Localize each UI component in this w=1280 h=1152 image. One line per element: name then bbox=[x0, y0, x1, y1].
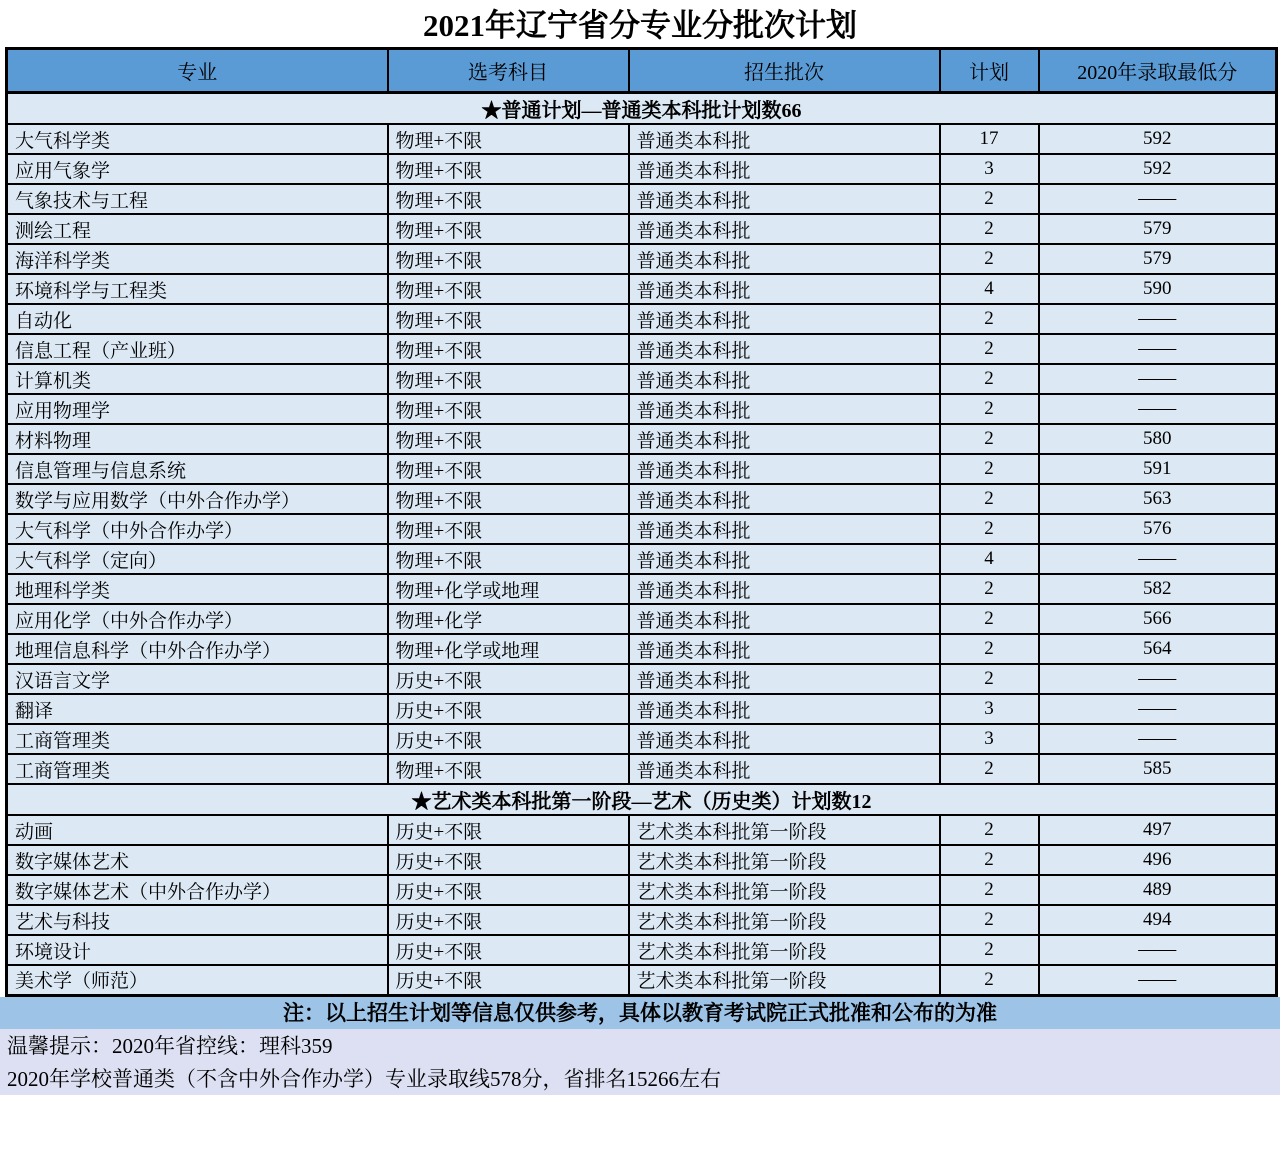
cell-subjects: 物理+不限 bbox=[388, 154, 629, 184]
cell-subjects: 物理+化学 bbox=[388, 604, 629, 634]
header-row bbox=[7, 49, 1277, 93]
cell-min-score: 579 bbox=[1039, 214, 1277, 244]
cell-subjects: 历史+不限 bbox=[388, 965, 629, 995]
cell-subjects: 物理+不限 bbox=[388, 184, 629, 214]
admission-plan-table bbox=[5, 47, 1278, 997]
tip-line: 2020年学校普通类（不含中外合作办学）专业录取线578分，省排名15266左右 bbox=[7, 1066, 721, 1091]
cell-min-score: 576 bbox=[1039, 514, 1277, 544]
cell-plan: 2 bbox=[940, 754, 1039, 784]
table-row bbox=[7, 154, 1277, 184]
page-title: 2021年辽宁省分专业分批次计划 bbox=[423, 8, 857, 43]
cell-major: 信息管理与信息系统 bbox=[7, 454, 388, 484]
cell-batch: 普通类本科批 bbox=[629, 424, 940, 454]
table-body bbox=[7, 93, 1277, 996]
cell-min-score: —— bbox=[1039, 965, 1277, 995]
cell-batch: 普通类本科批 bbox=[629, 154, 940, 184]
cell-min-score: 564 bbox=[1039, 634, 1277, 664]
cell-min-score: —— bbox=[1039, 724, 1277, 754]
cell-min-score: 592 bbox=[1039, 154, 1277, 184]
cell-plan: 2 bbox=[940, 244, 1039, 274]
table-row bbox=[7, 184, 1277, 214]
table-row bbox=[7, 544, 1277, 574]
cell-subjects: 历史+不限 bbox=[388, 935, 629, 965]
tip-line: 温馨提示：2020年省控线：理科359 bbox=[7, 1033, 333, 1058]
cell-major: 环境科学与工程类 bbox=[7, 274, 388, 304]
cell-plan: 2 bbox=[940, 574, 1039, 604]
table-row bbox=[7, 424, 1277, 454]
cell-plan: 2 bbox=[940, 454, 1039, 484]
table-row bbox=[7, 935, 1277, 965]
cell-subjects: 物理+不限 bbox=[388, 304, 629, 334]
cell-min-score: 590 bbox=[1039, 274, 1277, 304]
cell-plan: 2 bbox=[940, 664, 1039, 694]
cell-subjects: 历史+不限 bbox=[388, 815, 629, 845]
table-row bbox=[7, 965, 1277, 995]
cell-subjects: 物理+化学或地理 bbox=[388, 634, 629, 664]
table-row bbox=[7, 514, 1277, 544]
table-row bbox=[7, 274, 1277, 304]
section-header: ★艺术类本科批第一阶段—艺术（历史类）计划数12 bbox=[7, 784, 1277, 815]
cell-min-score: 591 bbox=[1039, 454, 1277, 484]
cell-major: 工商管理类 bbox=[7, 724, 388, 754]
cell-batch: 普通类本科批 bbox=[629, 574, 940, 604]
cell-batch: 艺术类本科批第一阶段 bbox=[629, 965, 940, 995]
cell-major: 信息工程（产业班） bbox=[7, 334, 388, 364]
cell-major: 地理信息科学（中外合作办学） bbox=[7, 634, 388, 664]
table-row bbox=[7, 214, 1277, 244]
column-header-min-score: 2020年录取最低分 bbox=[1039, 49, 1277, 93]
cell-plan: 2 bbox=[940, 304, 1039, 334]
cell-subjects: 物理+不限 bbox=[388, 244, 629, 274]
cell-subjects: 历史+不限 bbox=[388, 724, 629, 754]
column-header-major: 专业 bbox=[7, 49, 388, 93]
table-row bbox=[7, 484, 1277, 514]
cell-plan: 2 bbox=[940, 604, 1039, 634]
cell-min-score: 494 bbox=[1039, 905, 1277, 935]
cell-plan: 2 bbox=[940, 815, 1039, 845]
cell-batch: 艺术类本科批第一阶段 bbox=[629, 905, 940, 935]
cell-plan: 2 bbox=[940, 484, 1039, 514]
cell-batch: 普通类本科批 bbox=[629, 244, 940, 274]
cell-batch: 普通类本科批 bbox=[629, 724, 940, 754]
cell-min-score: —— bbox=[1039, 334, 1277, 364]
cell-plan: 2 bbox=[940, 334, 1039, 364]
cell-plan: 2 bbox=[940, 364, 1039, 394]
cell-subjects: 物理+不限 bbox=[388, 124, 629, 154]
cell-batch: 普通类本科批 bbox=[629, 274, 940, 304]
table-row bbox=[7, 604, 1277, 634]
table-row bbox=[7, 334, 1277, 364]
cell-plan: 2 bbox=[940, 514, 1039, 544]
cell-major: 艺术与科技 bbox=[7, 905, 388, 935]
cell-subjects: 历史+不限 bbox=[388, 694, 629, 724]
cell-min-score: 580 bbox=[1039, 424, 1277, 454]
cell-subjects: 物理+不限 bbox=[388, 394, 629, 424]
column-header-subjects: 选考科目 bbox=[388, 49, 629, 93]
table-row bbox=[7, 244, 1277, 274]
cell-min-score: 496 bbox=[1039, 845, 1277, 875]
column-header-plan: 计划 bbox=[940, 49, 1039, 93]
cell-subjects: 历史+不限 bbox=[388, 845, 629, 875]
cell-plan: 2 bbox=[940, 424, 1039, 454]
cell-plan: 2 bbox=[940, 845, 1039, 875]
cell-subjects: 物理+化学或地理 bbox=[388, 574, 629, 604]
cell-batch: 普通类本科批 bbox=[629, 664, 940, 694]
cell-major: 美术学（师范） bbox=[7, 965, 388, 995]
cell-min-score: —— bbox=[1039, 935, 1277, 965]
cell-subjects: 物理+不限 bbox=[388, 424, 629, 454]
cell-major: 测绘工程 bbox=[7, 214, 388, 244]
table-row bbox=[7, 454, 1277, 484]
cell-major: 应用物理学 bbox=[7, 394, 388, 424]
cell-min-score: —— bbox=[1039, 394, 1277, 424]
cell-subjects: 物理+不限 bbox=[388, 484, 629, 514]
cell-plan: 3 bbox=[940, 724, 1039, 754]
table-row bbox=[7, 364, 1277, 394]
note-bar: 注：以上招生计划等信息仅供参考，具体以教育考试院正式批准和公布的为准 bbox=[0, 997, 1280, 1029]
cell-plan: 2 bbox=[940, 905, 1039, 935]
table-row bbox=[7, 304, 1277, 334]
cell-plan: 4 bbox=[940, 544, 1039, 574]
table-row bbox=[7, 634, 1277, 664]
cell-subjects: 物理+不限 bbox=[388, 214, 629, 244]
cell-batch: 艺术类本科批第一阶段 bbox=[629, 935, 940, 965]
cell-major: 地理科学类 bbox=[7, 574, 388, 604]
table-row bbox=[7, 664, 1277, 694]
cell-batch: 艺术类本科批第一阶段 bbox=[629, 845, 940, 875]
cell-batch: 普通类本科批 bbox=[629, 214, 940, 244]
table-row bbox=[7, 845, 1277, 875]
cell-min-score: 489 bbox=[1039, 875, 1277, 905]
cell-major: 计算机类 bbox=[7, 364, 388, 394]
column-header-batch: 招生批次 bbox=[629, 49, 940, 93]
cell-batch: 普通类本科批 bbox=[629, 604, 940, 634]
section-header: ★普通计划—普通类本科批计划数66 bbox=[7, 93, 1277, 125]
section-header-row bbox=[7, 784, 1277, 815]
cell-batch: 普通类本科批 bbox=[629, 334, 940, 364]
table-row bbox=[7, 124, 1277, 154]
cell-min-score: 585 bbox=[1039, 754, 1277, 784]
cell-plan: 4 bbox=[940, 274, 1039, 304]
cell-batch: 艺术类本科批第一阶段 bbox=[629, 815, 940, 845]
cell-major: 翻译 bbox=[7, 694, 388, 724]
cell-major: 工商管理类 bbox=[7, 754, 388, 784]
cell-plan: 2 bbox=[940, 875, 1039, 905]
cell-plan: 3 bbox=[940, 694, 1039, 724]
cell-batch: 普通类本科批 bbox=[629, 184, 940, 214]
cell-subjects: 历史+不限 bbox=[388, 664, 629, 694]
cell-batch: 艺术类本科批第一阶段 bbox=[629, 875, 940, 905]
cell-min-score: —— bbox=[1039, 184, 1277, 214]
cell-batch: 普通类本科批 bbox=[629, 514, 940, 544]
cell-major: 气象技术与工程 bbox=[7, 184, 388, 214]
table-row bbox=[7, 754, 1277, 784]
tips-block bbox=[0, 1029, 1280, 1095]
cell-subjects: 物理+不限 bbox=[388, 544, 629, 574]
cell-plan: 17 bbox=[940, 124, 1039, 154]
cell-min-score: —— bbox=[1039, 304, 1277, 334]
table-row bbox=[7, 905, 1277, 935]
cell-batch: 普通类本科批 bbox=[629, 694, 940, 724]
section-header-row bbox=[7, 93, 1277, 125]
cell-min-score: 497 bbox=[1039, 815, 1277, 845]
cell-plan: 2 bbox=[940, 634, 1039, 664]
cell-batch: 普通类本科批 bbox=[629, 484, 940, 514]
cell-batch: 普通类本科批 bbox=[629, 364, 940, 394]
cell-plan: 2 bbox=[940, 394, 1039, 424]
cell-batch: 普通类本科批 bbox=[629, 544, 940, 574]
cell-subjects: 历史+不限 bbox=[388, 875, 629, 905]
cell-plan: 2 bbox=[940, 965, 1039, 995]
table-row bbox=[7, 694, 1277, 724]
cell-subjects: 物理+不限 bbox=[388, 274, 629, 304]
cell-major: 材料物理 bbox=[7, 424, 388, 454]
cell-major: 环境设计 bbox=[7, 935, 388, 965]
cell-major: 海洋科学类 bbox=[7, 244, 388, 274]
cell-major: 自动化 bbox=[7, 304, 388, 334]
cell-subjects: 物理+不限 bbox=[388, 754, 629, 784]
cell-batch: 普通类本科批 bbox=[629, 394, 940, 424]
cell-subjects: 历史+不限 bbox=[388, 905, 629, 935]
cell-batch: 普通类本科批 bbox=[629, 304, 940, 334]
cell-batch: 普通类本科批 bbox=[629, 634, 940, 664]
cell-min-score: 579 bbox=[1039, 244, 1277, 274]
cell-major: 大气科学类 bbox=[7, 124, 388, 154]
table-row bbox=[7, 574, 1277, 604]
cell-major: 汉语言文学 bbox=[7, 664, 388, 694]
cell-plan: 3 bbox=[940, 154, 1039, 184]
cell-major: 大气科学（定向） bbox=[7, 544, 388, 574]
cell-batch: 普通类本科批 bbox=[629, 124, 940, 154]
cell-major: 应用气象学 bbox=[7, 154, 388, 184]
cell-min-score: 563 bbox=[1039, 484, 1277, 514]
cell-plan: 2 bbox=[940, 935, 1039, 965]
cell-plan: 2 bbox=[940, 184, 1039, 214]
cell-min-score: —— bbox=[1039, 364, 1277, 394]
cell-major: 数学与应用数学（中外合作办学） bbox=[7, 484, 388, 514]
cell-batch: 普通类本科批 bbox=[629, 454, 940, 484]
cell-min-score: 566 bbox=[1039, 604, 1277, 634]
cell-major: 动画 bbox=[7, 815, 388, 845]
cell-subjects: 物理+不限 bbox=[388, 514, 629, 544]
cell-min-score: —— bbox=[1039, 664, 1277, 694]
cell-min-score: 592 bbox=[1039, 124, 1277, 154]
cell-batch: 普通类本科批 bbox=[629, 754, 940, 784]
cell-subjects: 物理+不限 bbox=[388, 364, 629, 394]
cell-plan: 2 bbox=[940, 214, 1039, 244]
cell-major: 数字媒体艺术（中外合作办学） bbox=[7, 875, 388, 905]
table-row bbox=[7, 875, 1277, 905]
cell-min-score: —— bbox=[1039, 544, 1277, 574]
table-row bbox=[7, 394, 1277, 424]
table-row bbox=[7, 724, 1277, 754]
table-row bbox=[7, 815, 1277, 845]
cell-min-score: 582 bbox=[1039, 574, 1277, 604]
cell-subjects: 物理+不限 bbox=[388, 334, 629, 364]
cell-major: 大气科学（中外合作办学） bbox=[7, 514, 388, 544]
cell-subjects: 物理+不限 bbox=[388, 454, 629, 484]
cell-major: 数字媒体艺术 bbox=[7, 845, 388, 875]
cell-min-score: —— bbox=[1039, 694, 1277, 724]
cell-major: 应用化学（中外合作办学） bbox=[7, 604, 388, 634]
